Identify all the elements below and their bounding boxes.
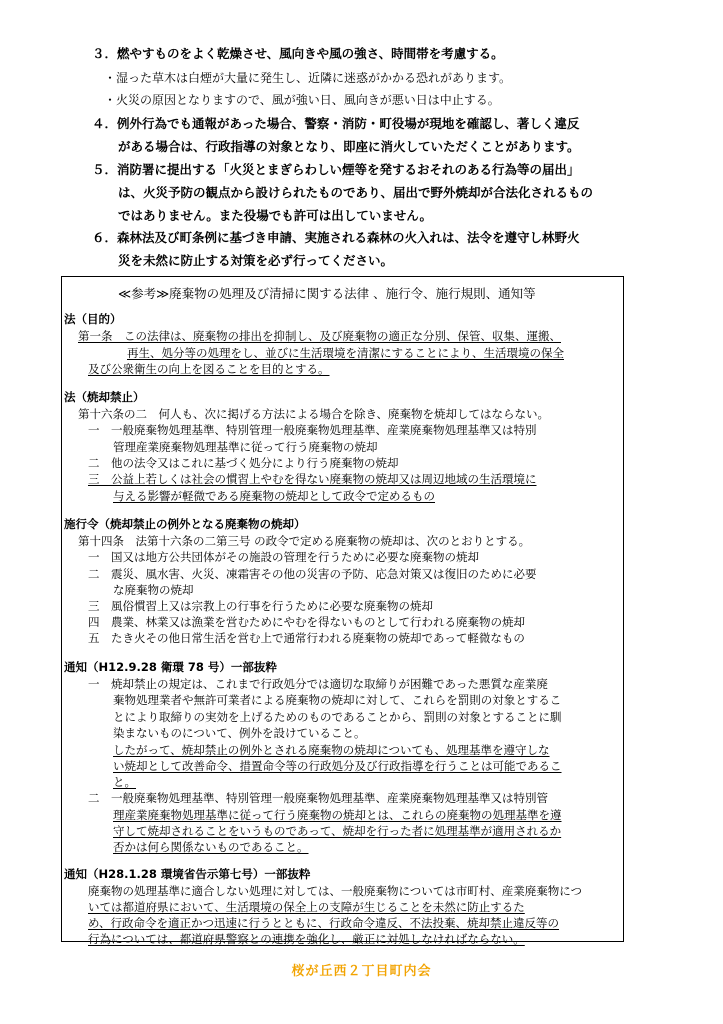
section-ban-line: 与える影響が軽微である廃棄物の焼却として政令で定めるもの xyxy=(113,489,435,503)
section-notice-2000-line: 否かは何ら関係ないものであること。 xyxy=(113,840,309,854)
section-notice-2000-line: とにより取締りの実効を上げるためのものであることから、罰則の対象とすることに馴 xyxy=(113,710,562,724)
section-notice-2000-line: い焼却として改善命令、措置命令等の行政処分及び行政指導を行うことは可能であるこ xyxy=(113,759,562,773)
section-notice-2000-line: と。 xyxy=(113,775,136,789)
section-notice-2016-heading: 通知（H28.1.28 環境省告示第七号）一部抜粋 xyxy=(64,867,311,881)
item-5-line-3: ではありません。また役場でも許可は出していません。 xyxy=(118,208,433,223)
section-ban-heading: 法（焼却禁止） xyxy=(64,390,145,404)
section-purpose-line: 再生、処分等の処理をし、並びに生活環境を清潔にすることにより、生活環境の保全 xyxy=(127,346,564,360)
section-ban-line: 一 一般廃棄物処理基準、特別管理一般廃棄物処理基準、産業廃棄物処理基準又は特別 xyxy=(88,423,537,437)
section-ban-line: 第十六条の二 何人も、次に掲げる方法による場合を除き、廃棄物を焼却してはならない。 xyxy=(78,407,550,421)
section-notice-2016-line: め、行政命令を適正かつ迅速に行うとともに、行政命令違反、不法投棄、焼却禁止違反等の xyxy=(88,916,560,930)
item-3-note-b: ・火災の原因となりますので、風が強い日、風向きが悪い日は中止する。 xyxy=(104,93,500,107)
section-notice-2000-line: 二 一般廃棄物処理基準、特別管理一般廃棄物処理基準、産業廃棄物処理基準又は特別管 xyxy=(88,791,548,805)
reference-title: ≪参考≫廃棄物の処理及び清掃に関する法律 、施行令、施行規則、通知等 xyxy=(118,286,536,301)
section-notice-2000-heading: 通知（H12.9.28 衛環 78 号）一部抜粋 xyxy=(64,660,277,674)
section-exceptions-line: 二 震災、風水害、火災、凍霜害その他の災害の予防、応急対策又は復旧のために必要 xyxy=(88,567,537,581)
section-exceptions-line: 四 農業、林業又は漁業を営むためにやむを得ないものとして行われる廃棄物の焼却 xyxy=(88,615,525,629)
section-notice-2016-line: 廃棄物の処理基準に適合しない処理に対しては、一般廃棄物については市町村、産業廃棄物につ xyxy=(88,884,583,898)
section-notice-2000-line: 守して焼却されることをいうものであって、焼却を行った者に処理基準が適用されるか xyxy=(113,824,562,838)
section-exceptions-line: 一 国又は地方公共団体がその施設の管理を行うために必要な廃棄物の焼却 xyxy=(88,550,479,564)
organization-footer: 桜が丘西２丁目町内会 xyxy=(291,964,432,979)
section-exceptions-line: 五 たき火その他日常生活を営む上で通常行われる廃棄物の焼却であって軽微なもの xyxy=(88,631,525,645)
section-ban-line: 二 他の法令又はこれに基づく処分により行う廃棄物の焼却 xyxy=(88,456,399,470)
section-purpose-heading: 法（目的） xyxy=(64,312,122,326)
section-exceptions-line: 第十四条 法第十六条の二第三号 の政令で定める廃棄物の焼却は、次のとおりとする。 xyxy=(78,534,531,548)
item-4-line-2: がある場合は、行政指導の対象となり、即座に消火していただくことがあります。 xyxy=(118,139,580,154)
section-notice-2016-line: 行為については、都道府県警察との連携を強化し、厳正に対処しなければならない。 xyxy=(88,932,525,946)
section-purpose-line: 第一条 この法律は、廃棄物の排出を抑制し、及び廃棄物の適正な分別、保管、収集、運搬、 xyxy=(78,329,561,343)
section-notice-2000-line: 理産業廃棄物処理基準に従って行う廃棄物の焼却とは、これらの廃棄物の処理基準を遵 xyxy=(113,808,562,822)
section-ban-line: 三 公益上若しくは社会の慣習上やむを得ない廃棄物の焼却又は周辺地域の生活環境に xyxy=(88,472,537,486)
section-notice-2000-line: 一 焼却禁止の規定は、これまで行政処分では適切な取締りが困難であった悪質な産業廃 xyxy=(88,677,548,691)
item-6-line-2: 災を未然に防止する対策を必ず行ってください。 xyxy=(118,253,394,268)
section-notice-2000-line: したがって、焼却禁止の例外とされる廃棄物の焼却についても、処理基準を遵守しな xyxy=(113,743,550,757)
section-exceptions-line: 三 風俗慣習上又は宗教上の行事を行うために必要な廃棄物の焼却 xyxy=(88,599,433,613)
section-notice-2000-line: 棄物処理業者や無許可業者による廃棄物の焼却に対して、これらを罰則の対象とするこ xyxy=(113,693,562,707)
section-notice-2016-line: いては都道府県において、生活環境の保全上の支障が生じることを未然に防止するた xyxy=(88,900,525,914)
section-ban-line: 管理産業廃棄物処理基準に従って行う廃棄物の焼却 xyxy=(113,440,378,454)
item-5-line-2: は、火災予防の観点から設けられたものであり、届出で野外焼却が合法化されるもの xyxy=(118,185,594,200)
item-3-note-a: ・湿った草木は白煙が大量に発生し、近隣に迷惑がかかる恐れがあります。 xyxy=(104,71,512,85)
item-6-line-1: ６．森林法及び町条例に基づき申請、実施される森林の火入れは、法令を遵守し林野火 xyxy=(92,230,580,245)
section-notice-2000-line: 染まないものについて、例外を設けていること。 xyxy=(113,726,366,740)
section-purpose-line: 及び公衆衛生の向上を図ることを目的とする。 xyxy=(88,362,330,376)
section-exceptions-line: な廃棄物の焼却 xyxy=(113,583,194,597)
item-3: ３．燃やすものをよく乾燥させ、風向きや風の強さ、時間帯を考慮する。 xyxy=(92,46,504,61)
item-4-line-1: ４．例外行為でも通報があった場合、警察・消防・町役場が現地を確認し、著しく違反 xyxy=(92,116,580,131)
item-5-line-1: ５．消防署に提出する「火災とまぎらわしい煙等を発するおそれのある行為等の届出」 xyxy=(92,162,580,177)
section-exceptions-heading: 施行令（焼却禁止の例外となる廃棄物の焼却） xyxy=(64,517,306,531)
